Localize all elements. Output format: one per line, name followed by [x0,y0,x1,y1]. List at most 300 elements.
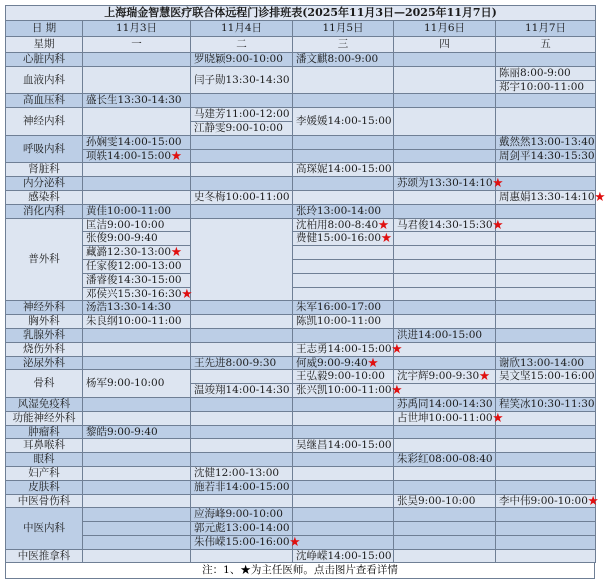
table-row [6,342,596,356]
department-name: 眼科 [6,453,83,467]
doctor-schedule: 汤浩13:30-14:30 [86,301,172,314]
schedule-slot [83,425,191,439]
empty-slot [394,204,496,218]
chief-physician-star-icon: ★ [381,232,392,245]
empty-slot [83,342,191,356]
empty-slot [191,425,293,439]
schedule-slot [83,149,191,163]
date-header: 11月3日 [83,21,191,37]
empty-slot [191,315,293,329]
empty-slot [394,549,496,563]
empty-slot [83,163,191,177]
chief-physician-star-icon: ★ [171,246,182,259]
empty-slot [293,66,394,94]
table-row [6,397,596,411]
empty-slot [496,287,596,301]
schedule-slot [496,494,599,508]
department-name: 骨科 [6,370,83,398]
empty-slot [391,384,496,398]
doctor-schedule: 项轶14:00-15:00 [86,149,172,162]
empty-slot [83,439,191,453]
empty-slot [394,522,496,536]
empty-slot [83,177,191,191]
empty-slot [496,522,596,536]
chief-physician-star-icon: ★ [391,384,403,397]
schedule-slot [191,66,293,94]
schedule-slot [83,315,191,329]
doctor-schedule: 洪进14:00-15:00 [397,328,483,341]
empty-slot [191,397,293,411]
schedule-table [5,5,605,563]
department-name: 血液内科 [6,66,83,94]
table-row [6,439,596,453]
schedule-slot [496,135,596,149]
doctor-schedule: 沈健12:00-13:00 [194,466,280,479]
schedule-slot [83,259,191,273]
empty-slot [83,453,191,467]
doctor-schedule: 郑宇10:00-11:00 [499,80,585,93]
doctor-schedule: 罗晓颖9:00-10:00 [194,53,283,65]
schedule-slot [191,108,293,122]
empty-slot [293,94,394,108]
empty-slot [293,425,394,439]
empty-slot [496,411,596,425]
empty-slot [394,163,496,177]
table-row [6,535,596,549]
schedule-title: 上海瑞金智慧医疗联合体远程门诊排班表(2025年11月3日—2025年11月7日) [6,6,596,21]
schedule-slot [293,370,394,384]
chief-physician-star-icon: ★ [391,342,403,355]
empty-slot [293,508,394,522]
empty-slot [394,480,496,494]
schedule-slot [496,190,605,204]
schedule-slot [191,356,293,370]
doctor-schedule: 应海峰9:00-10:00 [194,508,283,521]
empty-slot [496,342,596,356]
empty-slot [394,53,496,67]
schedule-slot [191,522,293,536]
table-row [6,508,596,522]
empty-slot [394,287,496,301]
department-name: 耳鼻喉科 [6,439,83,453]
empty-slot [394,246,496,260]
doctor-schedule: 程笑冰10:30-11:30 [499,397,595,410]
doctor-schedule: 李中伟9:00-10:00 [499,494,588,507]
empty-slot [496,315,596,329]
empty-slot [496,439,596,453]
empty-slot [394,232,496,246]
empty-slot [191,301,293,315]
schedule-slot [83,94,191,108]
empty-slot [191,163,293,177]
schedule-slot [394,370,496,384]
doctor-schedule: 闫子勋13:30-14:30 [194,73,290,86]
empty-slot [394,425,496,439]
schedule-slot [496,397,596,411]
doctor-schedule: 苏颂为13:30-14:10 [397,177,493,190]
schedule-slot [191,190,293,204]
empty-slot [293,480,394,494]
weekday-header: 五 [496,37,596,53]
empty-slot [496,177,596,191]
empty-slot [496,163,596,177]
doctor-schedule: 张俊9:00-9:40 [86,232,158,245]
schedule-slot [293,356,394,370]
chief-physician-star-icon: ★ [289,535,301,548]
schedule-slot [191,384,293,398]
schedule-slot [293,108,394,136]
schedule-slot [293,218,394,232]
chief-physician-star-icon: ★ [367,356,379,369]
doctor-schedule: 黄佳10:00-11:00 [86,204,172,217]
schedule-slot [293,315,394,329]
table-row [6,370,596,384]
empty-slot [83,190,191,204]
table-row [6,273,596,287]
table-row [6,177,596,191]
table-row [6,328,596,342]
doctor-schedule: 黎皓9:00-9:40 [86,425,158,438]
doctor-schedule: 沈柏用8:00-8:40 [296,218,379,231]
empty-slot [394,508,496,522]
department-name: 神经外科 [6,301,83,315]
empty-slot [496,232,596,246]
schedule-slot [191,53,293,67]
schedule-slot [83,287,191,301]
doctor-schedule: 周惠娟13:30-14:10 [499,190,595,203]
empty-slot [496,204,596,218]
table-row [6,315,596,329]
department-name: 妇产科 [6,466,83,480]
weekday-header: 一 [83,37,191,53]
empty-slot [496,453,596,467]
weekday-label: 星期 [6,37,83,53]
table-row [6,108,596,122]
doctor-schedule: 苏禹同14:00-14:30 [397,397,493,410]
doctor-schedule: 沈峥嵘14:00-15:00 [296,549,392,562]
empty-slot [293,177,394,191]
doctor-schedule: 王先进8:00-9:30 [194,356,277,369]
department-name: 肿瘤科 [6,425,83,439]
empty-slot [83,549,191,563]
empty-slot [83,535,191,549]
weekday-header: 四 [394,37,496,53]
schedule-slot [83,204,191,218]
empty-slot [191,549,293,563]
empty-slot [496,480,596,494]
empty-slot [496,535,596,549]
date-header: 11月4日 [191,21,293,37]
chief-physician-star-icon: ★ [171,149,182,162]
doctor-schedule: 藏潞12:30-13:00 [86,246,172,259]
schedule-slot [496,80,596,94]
empty-slot [391,342,496,356]
department-name: 普外科 [6,218,83,301]
empty-slot [496,53,596,67]
doctor-schedule: 戴然然13:00-13:40 [499,135,595,148]
empty-slot [191,218,293,301]
department-name: 神经内科 [6,108,83,136]
empty-slot [496,384,596,398]
table-row [6,135,596,149]
table-row [6,411,596,425]
date-header: 11月5日 [293,21,394,37]
empty-slot [83,397,191,411]
schedule-slot [83,273,191,287]
table-row [6,259,596,273]
schedule-slot [496,356,596,370]
empty-slot [293,494,394,508]
department-name: 心脏内科 [6,53,83,67]
table-row [6,190,596,204]
empty-slot [496,328,596,342]
empty-slot [293,453,394,467]
schedule-slot [394,328,496,342]
empty-slot [83,480,191,494]
schedule-slot [83,301,191,315]
empty-slot [83,66,191,94]
schedule-slot [293,232,394,246]
empty-slot [394,301,496,315]
empty-slot [293,397,394,411]
empty-slot [293,273,394,287]
doctor-schedule: 朱良纲10:00-11:00 [86,315,182,328]
empty-slot [83,356,191,370]
table-row [6,53,596,67]
weekday-header: 二 [191,37,293,53]
empty-slot [394,149,496,163]
empty-slot [394,466,496,480]
schedule-slot [394,411,504,425]
empty-slot [394,356,496,370]
date-header: 11月6日 [394,21,496,37]
table-row [6,453,596,467]
empty-slot [293,411,394,425]
date-label: 日 期 [6,21,83,37]
empty-slot [83,522,191,536]
empty-slot [394,190,496,204]
doctor-schedule: 陈丽8:00-9:00 [499,66,571,79]
schedule-slot [83,232,191,246]
doctor-schedule: 占世坤10:00-11:00 [397,411,493,424]
doctor-schedule: 任家俊12:00-13:00 [86,259,182,272]
empty-slot [496,301,596,315]
department-name: 内分泌科 [6,177,83,191]
empty-slot [293,246,394,260]
empty-slot [191,370,293,384]
schedule-slot [83,246,191,260]
weekday-header: 三 [293,37,394,53]
table-row [6,149,596,163]
doctor-schedule: 费健15:00-16:00 [296,232,382,245]
empty-slot [394,66,496,94]
schedule-slot [83,135,191,149]
doctor-schedule: 高琛妮14:00-15:00 [296,163,392,176]
empty-slot [191,204,293,218]
empty-slot [191,494,293,508]
doctor-schedule: 江静雯9:00-10:00 [194,121,283,134]
schedule-slot [496,66,596,80]
department-name: 中医内科 [6,508,83,549]
table-row [6,549,596,563]
empty-slot [191,135,293,149]
empty-slot [293,149,394,163]
schedule-slot [293,204,394,218]
department-name: 皮肤科 [6,480,83,494]
schedule-slot [496,149,596,163]
chief-physician-star-icon: ★ [492,411,504,424]
empty-slot [394,439,496,453]
chief-physician-star-icon: ★ [587,494,599,507]
empty-slot [394,273,496,287]
empty-slot [394,94,496,108]
schedule-slot [293,439,394,453]
department-name: 高血压科 [6,94,83,108]
doctor-schedule: 温竣翔14:00-14:30 [194,384,290,397]
department-name: 功能神经外科 [6,411,83,425]
table-row [6,356,596,370]
schedule-slot [293,342,403,356]
empty-slot [293,287,394,301]
department-name: 乳腺外科 [6,328,83,342]
table-row [6,94,596,108]
doctor-schedule: 沈宇辉9:00-9:30 [397,370,480,383]
empty-slot [496,466,596,480]
empty-slot [191,411,293,425]
department-name: 感染科 [6,190,83,204]
table-row [6,494,596,508]
schedule-slot [191,508,293,522]
empty-slot [293,466,394,480]
empty-slot [496,94,596,108]
doctor-schedule: 杨军9:00-10:00 [86,377,165,390]
schedule-slot [496,370,596,384]
schedule-slot [191,480,293,494]
schedule-slot [293,384,403,398]
table-row [6,466,596,480]
doctor-schedule: 王弘毅9:00-10:00 [296,370,385,383]
doctor-schedule: 潘睿俊14:30-15:00 [86,273,182,286]
department-name: 呼吸内科 [6,135,83,163]
empty-slot [83,411,191,425]
doctor-schedule: 李媛媛14:00-15:00 [296,115,392,128]
table-row [6,301,596,315]
table-row [6,480,596,494]
table-row [6,163,596,177]
schedule-slot [293,301,394,315]
table-row [6,66,596,80]
empty-slot [191,94,293,108]
empty-slot [83,53,191,67]
empty-slot [496,273,596,287]
schedule-slot [293,549,394,563]
doctor-schedule: 郭元彪13:00-14:00 [194,522,290,535]
schedule-slot [394,494,496,508]
doctor-schedule: 张兴凯10:00-11:00 [296,384,392,397]
empty-slot [293,535,394,549]
chief-physician-star-icon: ★ [181,287,193,300]
doctor-schedule: 张昊9:00-10:00 [397,494,476,507]
doctor-schedule: 盛长生13:30-14:30 [86,94,182,107]
doctor-schedule: 邓侯兴15:30-16:30 [86,287,182,300]
chief-physician-star-icon: ★ [492,177,504,190]
department-name: 烧伤外科 [6,342,83,356]
doctor-schedule: 朱伟嵘15:00-16:00 [194,535,290,548]
doctor-schedule: 施若非14:00-15:00 [194,480,290,493]
empty-slot [293,190,394,204]
schedule-slot [191,535,301,549]
schedule-slot [191,121,293,135]
doctor-schedule: 朱彩红08:00-08:40 [397,453,493,466]
doctor-schedule: 吴继昌14:00-15:00 [296,439,392,452]
chief-physician-star-icon: ★ [594,190,605,203]
empty-slot [496,549,596,563]
empty-slot [83,466,191,480]
date-header: 11月7日 [496,21,596,37]
department-name: 胸外科 [6,315,83,329]
doctor-schedule: 匡洁9:00-10:00 [86,218,165,231]
empty-slot [496,425,596,439]
table-row [6,425,596,439]
empty-slot [394,315,496,329]
empty-slot [191,453,293,467]
schedule-slot [394,218,504,232]
table-row [6,232,596,246]
empty-slot [496,218,596,232]
empty-slot [83,494,191,508]
schedule-slot [293,53,394,67]
table-row [6,522,596,536]
empty-slot [83,108,191,136]
department-name: 消化内科 [6,204,83,218]
empty-slot [191,149,293,163]
empty-slot [191,177,293,191]
doctor-schedule: 马建芳11:00-12:00 [194,108,290,121]
doctor-schedule: 谢欣13:00-14:00 [499,356,585,369]
empty-slot [191,439,293,453]
schedule-slot [83,370,191,398]
empty-slot [293,135,394,149]
doctor-schedule: 张玲13:00-14:00 [296,204,382,217]
schedule-slot [83,218,191,232]
schedule-image[interactable] [5,5,605,579]
empty-slot [394,135,496,149]
schedule-slot [394,397,496,411]
empty-slot [496,259,596,273]
doctor-schedule: 何威9:00-9:40 [296,356,368,369]
doctor-schedule: 史冬梅10:00-11:00 [194,190,290,203]
doctor-schedule: 吴文坚15:00-16:00 [499,370,595,383]
table-row [6,246,596,260]
table-row [6,218,596,232]
empty-slot [191,342,293,356]
doctor-schedule: 周剑平14:30-15:30 [499,149,595,162]
schedule-slot [394,177,504,191]
department-name: 肾脏科 [6,163,83,177]
doctor-schedule: 孙娴雯14:00-15:00 [86,135,182,148]
schedule-slot [394,453,496,467]
department-name: 中医骨伤科 [6,494,83,508]
chief-physician-star-icon: ★ [479,370,490,383]
empty-slot [293,328,394,342]
schedule-slot [293,163,394,177]
doctor-schedule: 朱军16:00-17:00 [296,301,382,314]
empty-slot [293,522,394,536]
footnote: 注：1、★为主任医师。点击图片查看详情 [5,563,595,579]
doctor-schedule: 王志勇14:00-15:00 [296,342,392,355]
empty-slot [394,259,496,273]
department-name: 风湿免疫科 [6,397,83,411]
